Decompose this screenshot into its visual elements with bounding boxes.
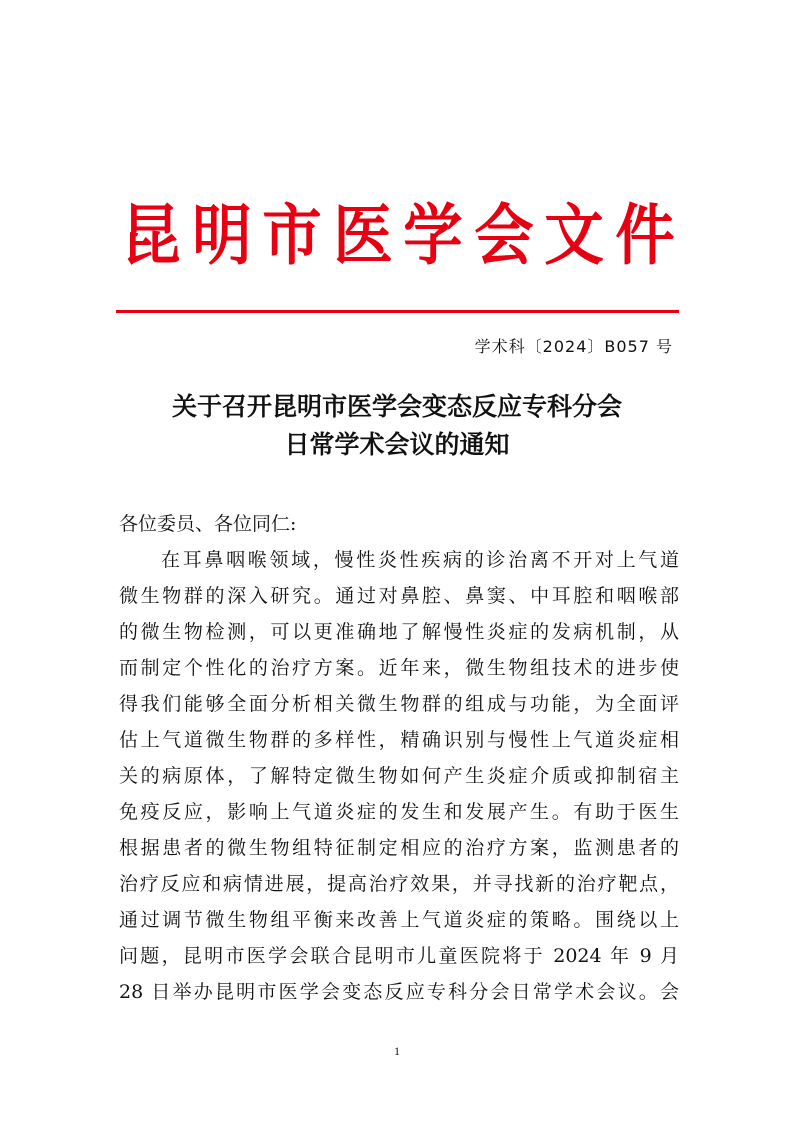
notice-title [100, 388, 694, 464]
body-line: 估上气道微生物群的多样性，精确识别与慢性上气道炎症相 [119, 729, 679, 751]
header-char: 医 [332, 197, 393, 274]
body-line: 而制定个性化的治疗方案。近年来，微生物组技术的进步使 [119, 657, 679, 679]
body-line: 治疗反应和病情进展，提高治疗效果，并寻找新的治疗靶点， [119, 873, 679, 895]
body-line: 微生物群的深入研究。通过对鼻腔、鼻窦、中耳腔和咽喉部 [119, 585, 679, 607]
body-line: 关的病原体，了解特定微生物如何产生炎症介质或抑制宿主 [119, 765, 679, 787]
body-line: 得我们能够全面分析相关微生物群的组成与功能，为全面评 [119, 693, 679, 715]
document-number: 学术科〔2024〕B057 号 [474, 337, 673, 356]
header-char: 学 [403, 197, 463, 274]
salutation: 各位委员、各位同仁: [119, 513, 297, 535]
header-char: 明 [191, 197, 252, 274]
header-char: 会 [474, 197, 534, 274]
body-line: 通过调节微生物组平衡来改善上气道炎症的策略。围绕以上 [119, 909, 679, 931]
document-header-title [118, 186, 678, 286]
page-number: 1 [394, 1044, 400, 1058]
body-line: 问题，昆明市医学会联合昆明市儿童医院将于 2024 年 9 月 [119, 945, 679, 967]
body-line: 免疫反应，影响上气道炎症的发生和发展产生。有助于医生 [119, 801, 679, 823]
body-line: 的微生物检测，可以更准确地了解慢性炎症的发病机制，从 [119, 621, 679, 643]
header-divider-line [116, 310, 679, 313]
notice-title-line-2: 日常学术会议的通知 [284, 430, 510, 459]
body-line: 28 日举办昆明市医学会变态反应专科分会日常学术会议。会 [119, 981, 679, 1003]
header-char: 件 [615, 197, 675, 274]
header-char: 文 [544, 197, 605, 274]
header-char: 昆 [121, 197, 181, 274]
body-line: 根据患者的微生物组特征制定相应的治疗方案，监测患者的 [119, 837, 679, 859]
body-line: 在耳鼻咽喉领域，慢性炎性疾病的诊治离不开对上气道 [161, 549, 679, 571]
header-char: 市 [262, 197, 322, 274]
notice-title-line-1: 关于召开昆明市医学会变态反应专科分会 [171, 392, 622, 421]
